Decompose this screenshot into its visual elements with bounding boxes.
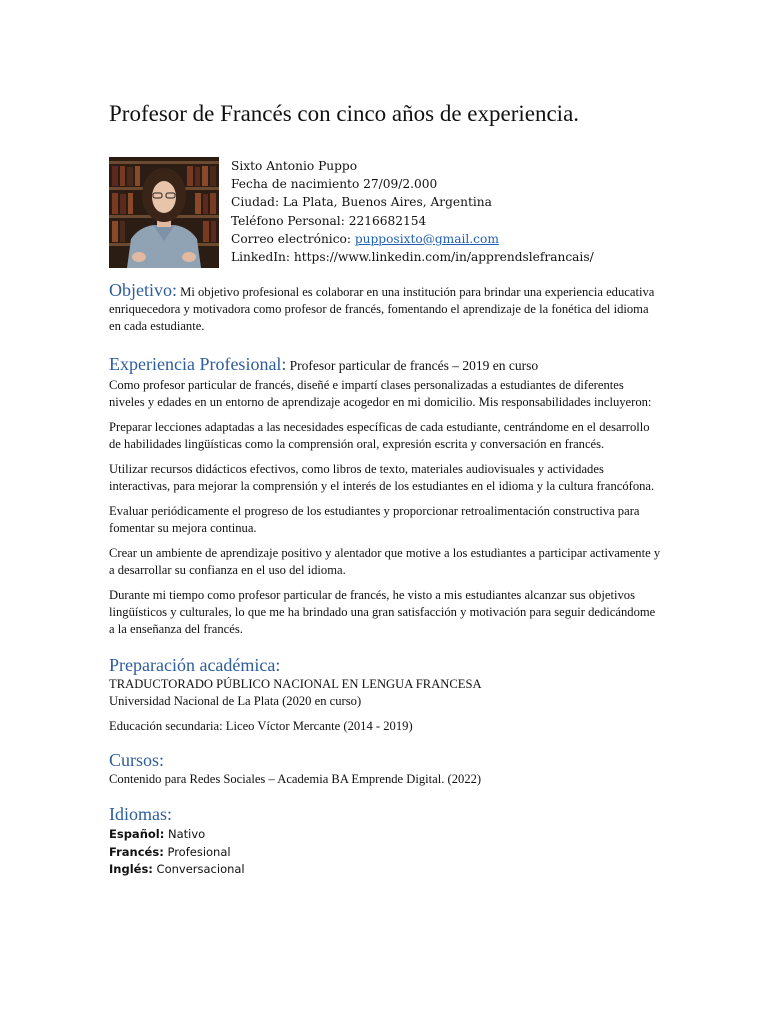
- idioma-level: Conversacional: [152, 862, 245, 876]
- academica-heading: Preparación académica:: [109, 655, 281, 675]
- cursos-heading: Cursos:: [109, 750, 165, 770]
- idioma-lang: Inglés:: [109, 862, 153, 876]
- contact-linkedin: LinkedIn: https://www.linkedin.com/in/apprendslefrancais/: [231, 249, 594, 264]
- experiencia-closing: Durante mi tiempo como profesor particular de francés, he visto a mis estudiantes alcanzar sus objetivos lingüísticos y culturales, lo que me ha brindado una gran satisfacción y motivación para seguir dedicándome a la enseñanza del francés.: [109, 588, 656, 636]
- idiomas-section: [109, 802, 661, 879]
- idiomas-heading: Idiomas:: [109, 804, 172, 824]
- objetivo-section: [109, 282, 661, 335]
- experiencia-item-4: Crear un ambiente de aprendizaje positivo y alentador que motive a los estudiantes a participar activamente y a desarrollar su confianza en el uso del idioma.: [109, 546, 661, 577]
- experiencia-heading: Experiencia Profesional:: [109, 354, 287, 374]
- experiencia-item-1: Preparar lecciones adaptadas a las necesidades específicas de cada estudiante, centrándome en el desarrollo de habilidades lingüísticas como la comprensión oral, expresión escrita y conversación en francés.: [109, 420, 650, 451]
- idioma-level: Nativo: [164, 827, 206, 841]
- contact-city: Ciudad: La Plata, Buenos Aires, Argentina: [231, 195, 492, 210]
- contact-email-link[interactable]: pupposixto@gmail.com: [354, 231, 499, 246]
- experiencia-intro: Como profesor particular de francés, diseñé e impartí clases personalizadas a estudiantes de diferentes niveles y edades en un entorno de aprendizaje acogedor en mi domicilio. Mis responsabilidades incluyeron:: [109, 378, 652, 409]
- experiencia-item-3: Evaluar periódicamente el progreso de los estudiantes y proporcionar retroalimentación constructiva para fomentar su mejora continua.: [109, 504, 640, 535]
- objetivo-heading: Objetivo:: [109, 280, 177, 300]
- contact-name: Sixto Antonio Puppo: [231, 159, 358, 173]
- contact-info: [231, 157, 594, 266]
- experiencia-role: Profesor particular de francés – 2019 en curso: [289, 358, 539, 373]
- idioma-item: [109, 826, 661, 844]
- experiencia-heading-row: [109, 353, 661, 377]
- experiencia-section: [109, 353, 661, 638]
- academica-secundaria: Educación secundaria: Liceo Víctor Mercante (2014 - 2019): [109, 719, 413, 733]
- profile-photo: [109, 157, 219, 268]
- idioma-level: Profesional: [163, 844, 231, 859]
- contact-birth: Fecha de nacimiento 27/09/2.000: [231, 177, 438, 192]
- experiencia-item-2: Utilizar recursos didácticos efectivos, como libros de texto, materiales audiovisuales y actividades interactivas, para mejorar la comprensión y el interés de los estudiantes en el idioma y la cultura francófona.: [109, 462, 655, 493]
- idioma-lang: Español:: [109, 827, 165, 841]
- academica-university: Universidad Nacional de La Plata (2020 en curso): [109, 694, 362, 708]
- contact-phone: Teléfono Personal: 2216682154: [231, 213, 427, 228]
- cursos-section: [109, 749, 661, 788]
- academica-degree: TRADUCTORADO PÚBLICO NACIONAL EN LENGUA FRANCESA: [109, 677, 482, 691]
- objetivo-text: Mi objetivo profesional es colaborar en una institución para brindar una experiencia educativa enriquecedora y motivadora como profesor de francés, fomentando el aprendizaje de la fonética del idioma en cada estudiante.: [109, 285, 655, 333]
- academica-section: [109, 654, 661, 735]
- idiomas-list: [109, 826, 661, 879]
- idioma-item: [109, 861, 661, 879]
- idioma-item: [109, 844, 661, 862]
- cv-body: [109, 282, 661, 879]
- contact-email-label: Correo electrónico:: [231, 231, 355, 246]
- cursos-item: Contenido para Redes Sociales – Academia BA Emprende Digital. (2022): [109, 772, 482, 786]
- document-title: Profesor de Francés con cinco años de experiencia.: [109, 101, 580, 126]
- contact-email-row: [231, 230, 594, 248]
- idioma-lang: Francés:: [109, 844, 164, 859]
